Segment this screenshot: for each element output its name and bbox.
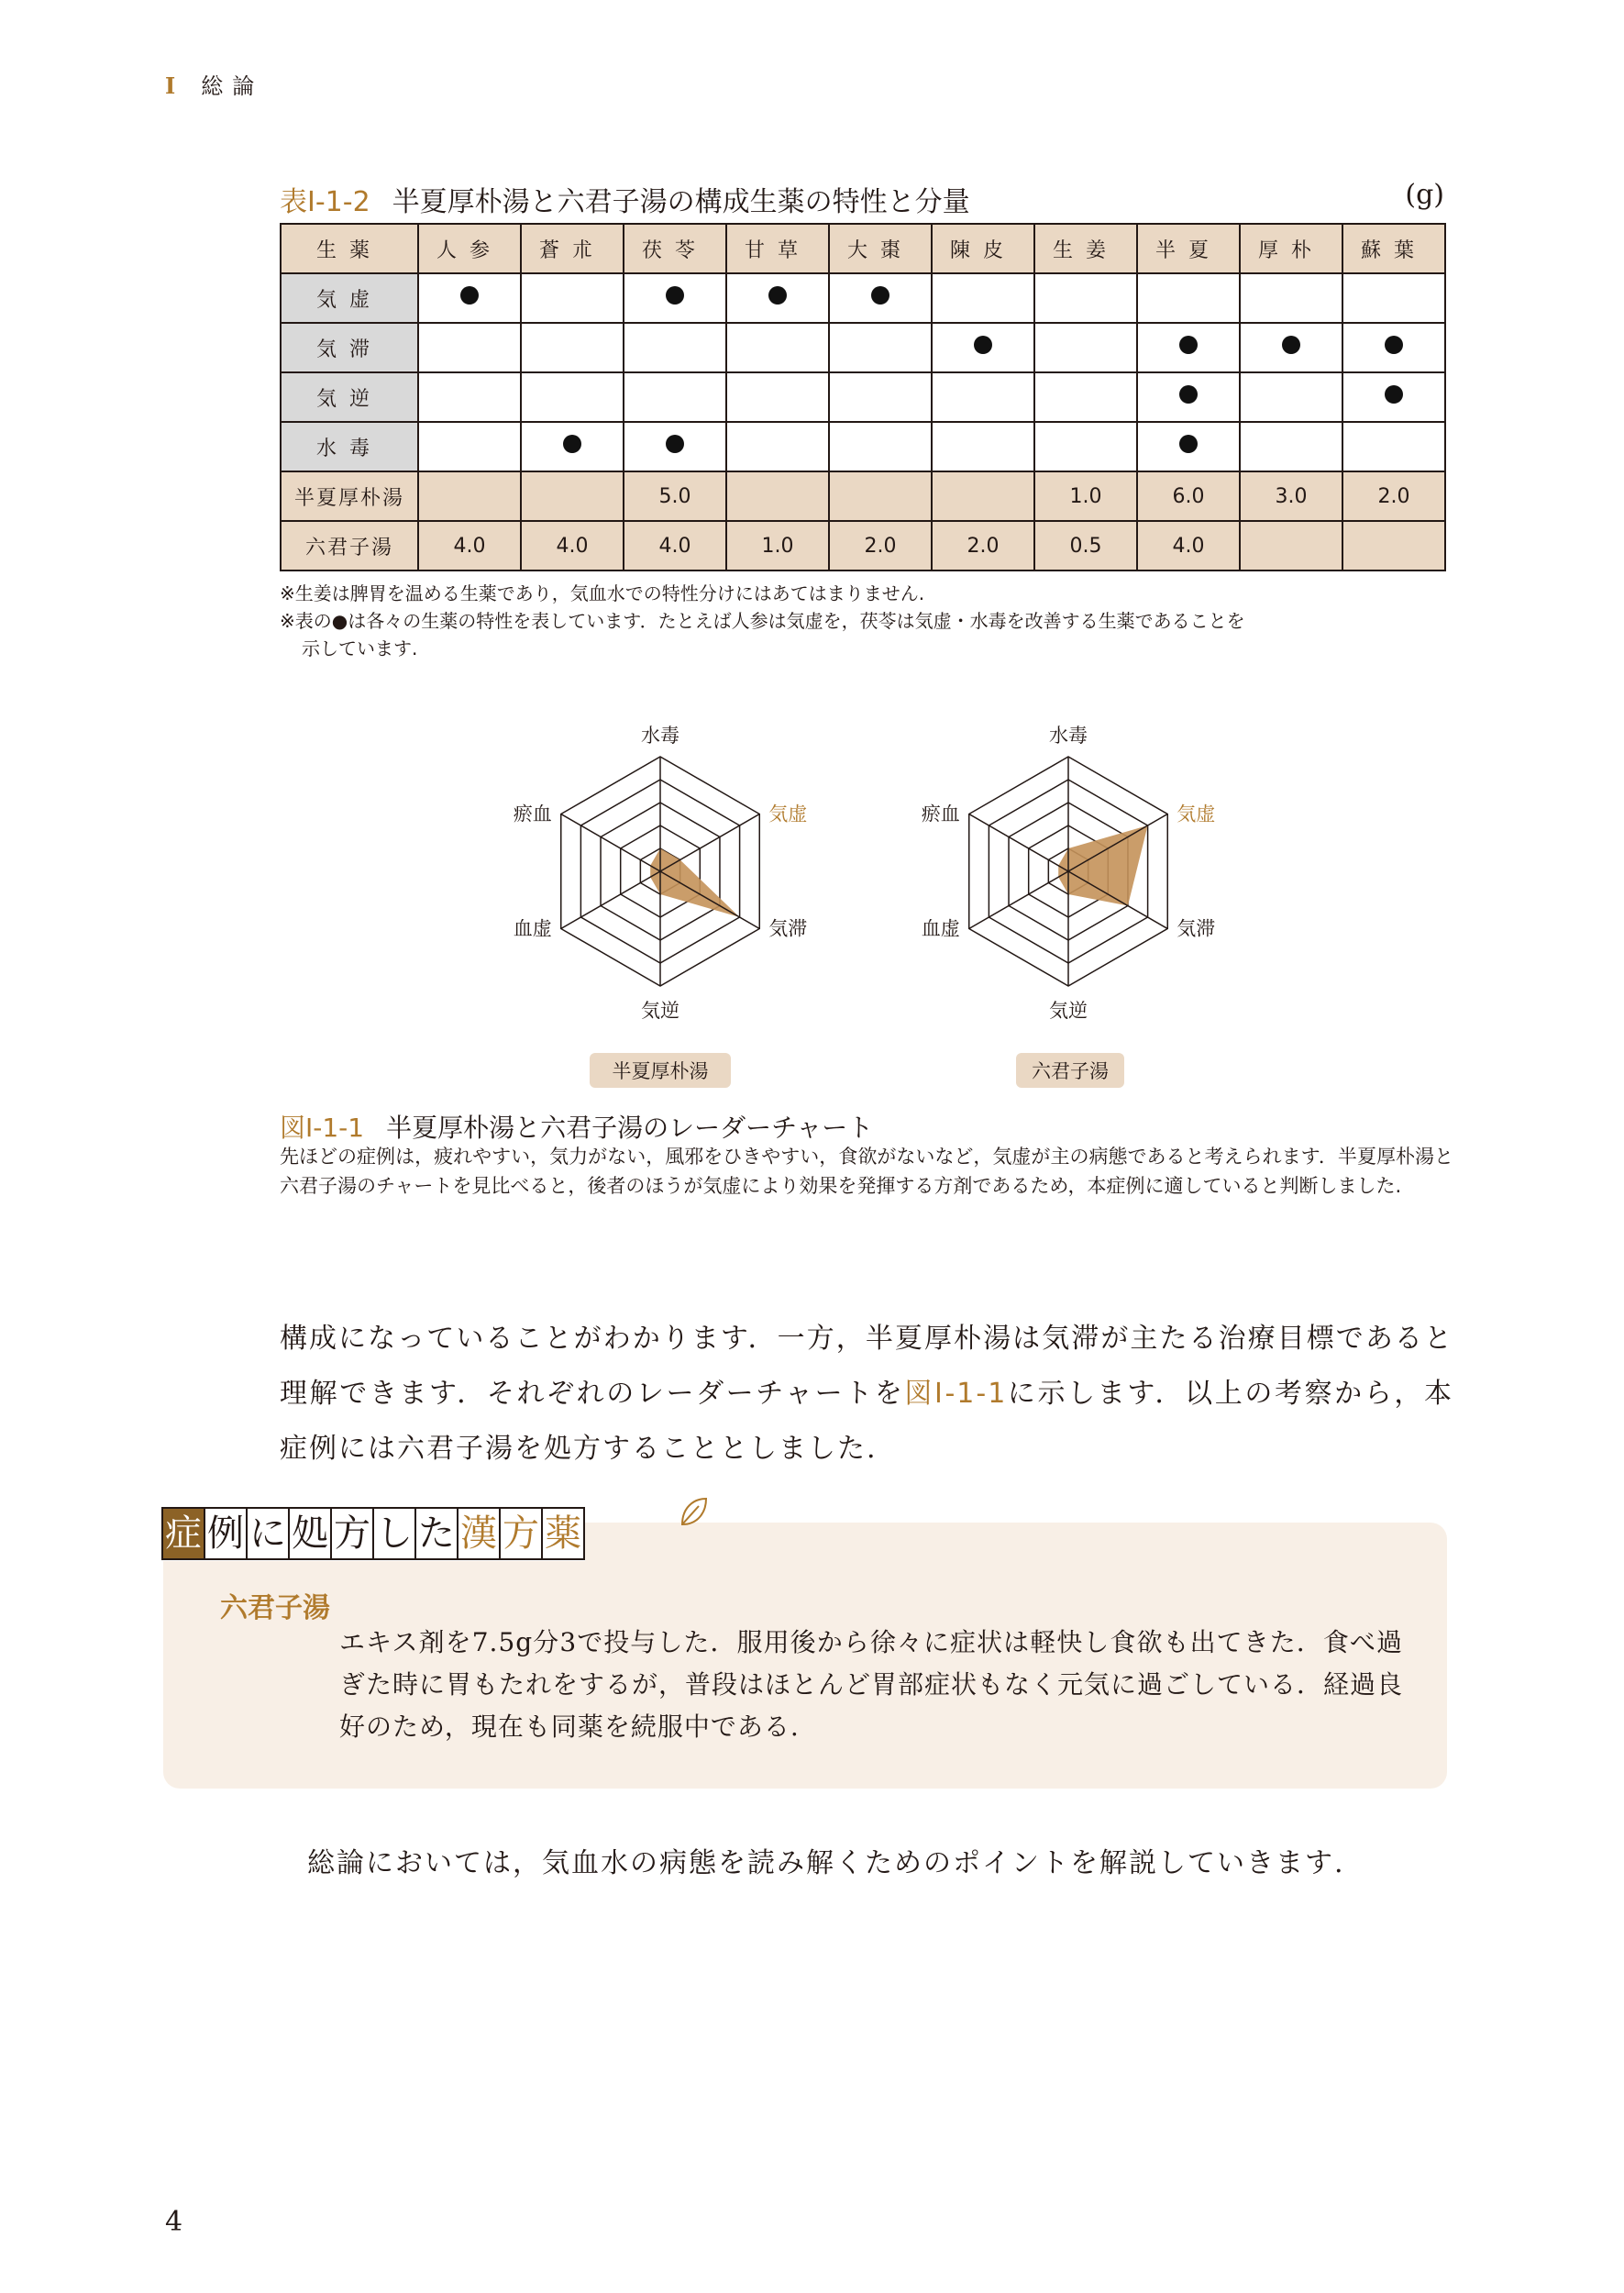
- dose-cell: [521, 471, 624, 521]
- mark-cell: [624, 273, 726, 323]
- title-char: 例: [204, 1507, 248, 1560]
- mark-cell: [521, 323, 624, 372]
- dose-row: [281, 471, 1445, 521]
- property-label: 気虚: [281, 273, 418, 323]
- property-row: [281, 273, 1445, 323]
- title-char: 処: [288, 1507, 332, 1560]
- radar-axis-label: 血虚: [921, 917, 960, 940]
- dose-cell: 6.0: [1137, 471, 1240, 521]
- mark-cell: [418, 323, 521, 372]
- property-mark-dot: [666, 435, 684, 453]
- mark-cell: [1034, 323, 1137, 372]
- figure-reference-link[interactable]: 図Ⅰ-1-1: [904, 1378, 1008, 1410]
- table-corner-cell: 生薬: [281, 224, 418, 273]
- table-caption: [280, 179, 1444, 219]
- herb-header: 茯苓: [624, 224, 726, 273]
- dose-cell: 4.0: [624, 521, 726, 570]
- mark-cell: [1137, 323, 1240, 372]
- table-caption-number: 表Ⅰ-1-2: [280, 186, 370, 218]
- mark-cell: [624, 372, 726, 422]
- property-mark-dot: [974, 336, 992, 354]
- formula-label: 半夏厚朴湯: [281, 471, 418, 521]
- property-mark-dot: [1179, 385, 1198, 404]
- mark-cell: [1240, 372, 1342, 422]
- herb-table: [280, 223, 1446, 571]
- radar-chart-hangekobokuto: [477, 702, 844, 1096]
- radar-spoke: [561, 814, 660, 872]
- radar-spoke: [561, 871, 660, 929]
- property-mark-dot: [1179, 435, 1198, 453]
- property-mark-dot: [666, 286, 684, 305]
- radar-spokes: [969, 757, 1168, 986]
- radar-axis-label: 瘀血: [513, 803, 552, 825]
- mark-cell: [521, 422, 624, 471]
- mark-cell: [829, 273, 932, 323]
- closing-paragraph: 総論においては，気血水の病態を読み解くためのポイントを解説していきます.: [307, 1847, 1345, 1879]
- mark-cell: [829, 372, 932, 422]
- mark-cell: [829, 422, 932, 471]
- prescribed-drug-name: 六君子湯: [220, 1592, 330, 1624]
- mark-cell: [932, 323, 1034, 372]
- body-text: 構成になっていることがわかります．一方，半夏厚朴湯は気滞が主たる治療目標であると理解できます．それぞれのレーダーチャートを: [280, 1323, 1453, 1410]
- title-char: し: [372, 1507, 416, 1560]
- case-section-title: [163, 1506, 585, 1561]
- dose-cell: 5.0: [624, 471, 726, 521]
- figure-caption: [280, 1108, 873, 1145]
- herb-header: 厚朴: [1240, 224, 1342, 273]
- dose-cell: 2.0: [1342, 471, 1445, 521]
- property-row: [281, 422, 1445, 471]
- property-mark-dot: [563, 435, 581, 453]
- mark-cell: [726, 422, 829, 471]
- body-paragraph: [280, 1312, 1453, 1477]
- radar-axis-label: 血虚: [513, 917, 552, 940]
- title-char: た: [414, 1507, 458, 1560]
- property-label: 水毒: [281, 422, 418, 471]
- chapter-number: Ⅰ: [165, 72, 185, 99]
- leaf-icon: [677, 1495, 710, 1528]
- mark-cell: [726, 372, 829, 422]
- radar-spokes: [561, 757, 760, 986]
- radar-axis-label: 瘀血: [921, 803, 960, 825]
- mark-cell: [1137, 422, 1240, 471]
- chapter-title: 総論: [201, 73, 264, 99]
- mark-cell: [1342, 422, 1445, 471]
- dose-cell: [726, 471, 829, 521]
- radar-axis-label: 水毒: [1049, 725, 1088, 747]
- mark-cell: [932, 273, 1034, 323]
- table-note: 示しています.: [302, 637, 418, 659]
- dose-cell: 2.0: [829, 521, 932, 570]
- mark-cell: [521, 372, 624, 422]
- herb-header: 人参: [418, 224, 521, 273]
- radar-axis-label: 気逆: [641, 1000, 679, 1022]
- mark-cell: [726, 323, 829, 372]
- mark-cell: [932, 372, 1034, 422]
- dose-cell: [1240, 521, 1342, 570]
- mark-cell: [1240, 422, 1342, 471]
- table-note: ※表の●は各々の生薬の特性を表しています．たとえば人参は気虚を，茯苓は気虚・水毒を改善する生薬であることを: [280, 610, 1245, 632]
- mark-cell: [829, 323, 932, 372]
- mark-cell: [1342, 323, 1445, 372]
- radar-axis-label: 気滞: [768, 917, 808, 940]
- property-row: [281, 372, 1445, 422]
- figure-description: 先ほどの症例は，疲れやすい，気力がない，風邪をひきやすい，食欲がないなど，気虚が主の病態であると考えられます．半夏厚朴湯と六君子湯のチャートを見比べると，後者のほうが気虚により効果を発揮する方剤であるため，本症例に適していると判断しました.: [280, 1146, 1453, 1197]
- dose-cell: [1342, 521, 1445, 570]
- herb-header: 蘇葉: [1342, 224, 1445, 273]
- mark-cell: [418, 273, 521, 323]
- table-header-row: [281, 224, 1445, 273]
- radar-data-area: [650, 848, 739, 917]
- radar-spoke: [969, 871, 1068, 929]
- dose-row: [281, 521, 1445, 570]
- title-char: 方: [499, 1507, 543, 1560]
- title-char: 薬: [541, 1507, 585, 1560]
- property-mark-dot: [1179, 336, 1198, 354]
- radar-axis-label: 気逆: [1049, 1000, 1088, 1022]
- case-course-text: エキス剤を7.5g分3で投与した．服用後から徐々に症状は軽快し食欲も出てきた．食べ過ぎた時に胃もたれをするが，普段はほとんど胃部症状もなく元気に過ごしている．経過良好のため，現在も同薬を続服中である.: [339, 1627, 1404, 1742]
- herb-header: 大棗: [829, 224, 932, 273]
- radar-chart-title: 六君子湯: [1016, 1053, 1124, 1088]
- dose-cell: 4.0: [1137, 521, 1240, 570]
- mark-cell: [1034, 273, 1137, 323]
- dose-cell: 1.0: [1034, 471, 1137, 521]
- title-char: 症: [161, 1507, 205, 1560]
- mark-cell: [624, 323, 726, 372]
- mark-cell: [1137, 273, 1240, 323]
- mark-cell: [1240, 323, 1342, 372]
- mark-cell: [1034, 372, 1137, 422]
- title-char: に: [246, 1507, 290, 1560]
- radar-axis-label: 気滞: [1177, 917, 1216, 940]
- body-text: に示します．以上の考察から，本症例には六君子湯を処方することとしました.: [280, 1378, 1453, 1465]
- property-mark-dot: [1385, 385, 1403, 404]
- radar-axis-label: 水毒: [641, 725, 679, 747]
- table-unit: (g): [1405, 179, 1444, 211]
- figure-caption-title: 半夏厚朴湯と六君子湯のレーダーチャート: [386, 1113, 874, 1143]
- dose-cell: 2.0: [932, 521, 1034, 570]
- herb-header: 陳皮: [932, 224, 1034, 273]
- mark-cell: [521, 273, 624, 323]
- herb-header: 蒼朮: [521, 224, 624, 273]
- radar-data-area: [1058, 825, 1147, 906]
- property-mark-dot: [871, 286, 889, 305]
- mark-cell: [624, 422, 726, 471]
- dose-cell: [829, 471, 932, 521]
- radar-spoke: [660, 871, 759, 929]
- radar-axis-label: 気虚: [768, 803, 808, 825]
- radar-axis-label: 気虚: [1177, 803, 1216, 825]
- property-mark-dot: [460, 286, 479, 305]
- formula-label: 六君子湯: [281, 521, 418, 570]
- dose-cell: 0.5: [1034, 521, 1137, 570]
- running-header: [165, 68, 263, 100]
- radar-chart-title: 半夏厚朴湯: [590, 1053, 731, 1088]
- mark-cell: [932, 422, 1034, 471]
- table-note: ※生姜は脾胃を温める生薬であり，気血水での特性分けにはあてはまりません.: [280, 582, 925, 604]
- mark-cell: [1034, 422, 1137, 471]
- property-mark-dot: [1282, 336, 1300, 354]
- radar-chart-rikkunshito: [885, 702, 1252, 1096]
- title-char: 漢: [457, 1507, 501, 1560]
- table-caption-title: 半夏厚朴湯と六君子湯の構成生薬の特性と分量: [392, 186, 970, 218]
- herb-header: 甘草: [726, 224, 829, 273]
- mark-cell: [1137, 372, 1240, 422]
- property-mark-dot: [768, 286, 787, 305]
- page-number: 4: [165, 2206, 183, 2238]
- property-mark-dot: [1385, 336, 1403, 354]
- property-row: [281, 323, 1445, 372]
- table-notes: [280, 580, 1463, 662]
- mark-cell: [726, 273, 829, 323]
- mark-cell: [1342, 273, 1445, 323]
- dose-cell: 4.0: [418, 521, 521, 570]
- figure-caption-number: 図Ⅰ-1-1: [280, 1113, 365, 1143]
- property-label: 気逆: [281, 372, 418, 422]
- dose-cell: 4.0: [521, 521, 624, 570]
- dose-cell: 3.0: [1240, 471, 1342, 521]
- title-char: 方: [330, 1507, 374, 1560]
- mark-cell: [1342, 372, 1445, 422]
- property-label: 気滞: [281, 323, 418, 372]
- radar-spoke: [660, 814, 759, 872]
- herb-header: 半夏: [1137, 224, 1240, 273]
- dose-cell: 1.0: [726, 521, 829, 570]
- dose-cell: [418, 471, 521, 521]
- mark-cell: [418, 372, 521, 422]
- mark-cell: [418, 422, 521, 471]
- radar-spoke: [969, 814, 1068, 872]
- mark-cell: [1240, 273, 1342, 323]
- dose-cell: [932, 471, 1034, 521]
- herb-header: 生姜: [1034, 224, 1137, 273]
